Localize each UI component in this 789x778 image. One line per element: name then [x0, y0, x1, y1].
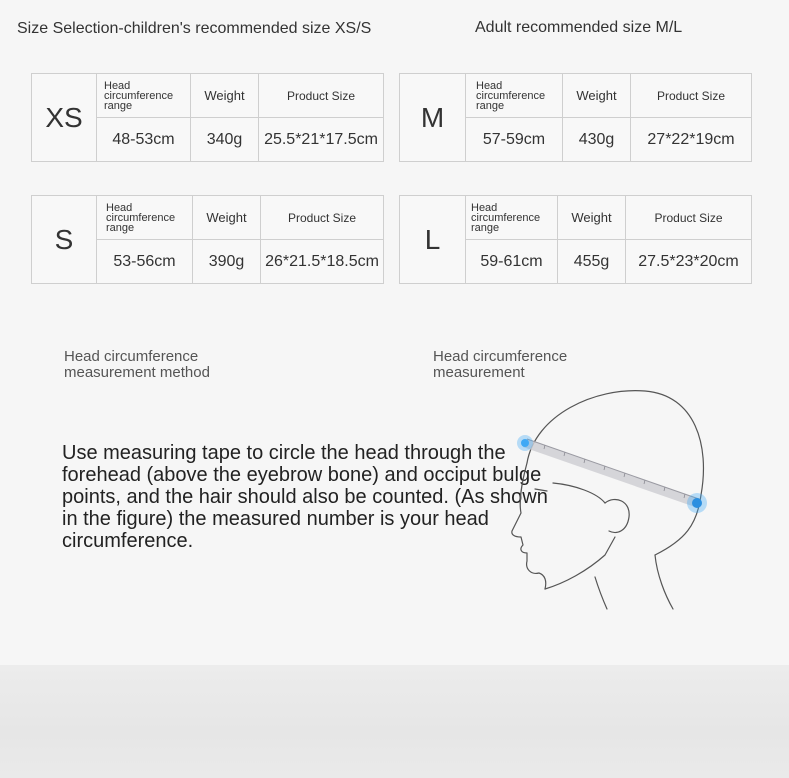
head-range-value: 53-56cm [97, 240, 193, 284]
size-table-l [399, 195, 752, 284]
product-size-value: 27.5*23*20cm [626, 240, 752, 284]
product-size-value: 26*21.5*18.5cm [261, 240, 384, 284]
product-size-value: 25.5*21*17.5cm [259, 118, 384, 162]
neck-front [595, 577, 607, 609]
head-circumference-label: Head circumference range [97, 196, 193, 240]
size-table-s [31, 195, 384, 284]
product-size-value: 27*22*19cm [631, 118, 752, 162]
product-size-label: Product Size [259, 74, 384, 118]
head-range-value: 48-53cm [97, 118, 191, 162]
weight-label: Weight [191, 74, 259, 118]
bottom-background [0, 665, 789, 778]
product-size-label: Product Size [631, 74, 752, 118]
weight-value: 390g [193, 240, 261, 284]
measurement-figure-title: Head circumference measurement [433, 348, 568, 381]
size-letter: S [32, 196, 97, 284]
head-circumference-label: Head circumference range [97, 74, 191, 118]
weight-label: Weight [558, 196, 626, 240]
size-letter: M [400, 74, 466, 162]
measuring-tape [523, 439, 699, 507]
jaw-line [545, 537, 615, 589]
head-circumference-label: Head circumference range [466, 74, 563, 118]
front-measure-dot [521, 439, 529, 447]
hair-line [553, 483, 605, 503]
face-profile [512, 463, 546, 589]
head-range-value: 57-59cm [466, 118, 563, 162]
size-table-m [399, 73, 752, 162]
measurement-instructions: Use measuring tape to circle the head through the forehead (above the eyebrow bone) and occiput bulge points, and the hair should also be counted. (As shown in the figure) the measured number is your head circumference. [62, 442, 548, 552]
eye [535, 489, 547, 491]
children-size-heading: Size Selection-children's recommended size XS/S [17, 20, 372, 37]
product-size-label: Product Size [261, 196, 384, 240]
head-circumference-label: Head circumference range [466, 196, 558, 240]
adult-size-heading: Adult recommended size M/L [475, 19, 683, 36]
size-letter: XS [32, 74, 97, 162]
size-letter: L [400, 196, 466, 284]
head-measurement-illustration [505, 385, 735, 615]
measurement-method-title: Head circumference measurement method [64, 348, 210, 381]
weight-value: 430g [563, 118, 631, 162]
weight-value: 455g [558, 240, 626, 284]
ear [605, 499, 629, 532]
weight-label: Weight [193, 196, 261, 240]
product-size-label: Product Size [626, 196, 752, 240]
head-range-value: 59-61cm [466, 240, 558, 284]
size-table-xs [31, 73, 384, 162]
weight-value: 340g [191, 118, 259, 162]
back-measure-dot [692, 498, 702, 508]
weight-label: Weight [563, 74, 631, 118]
neck-back [655, 555, 673, 609]
